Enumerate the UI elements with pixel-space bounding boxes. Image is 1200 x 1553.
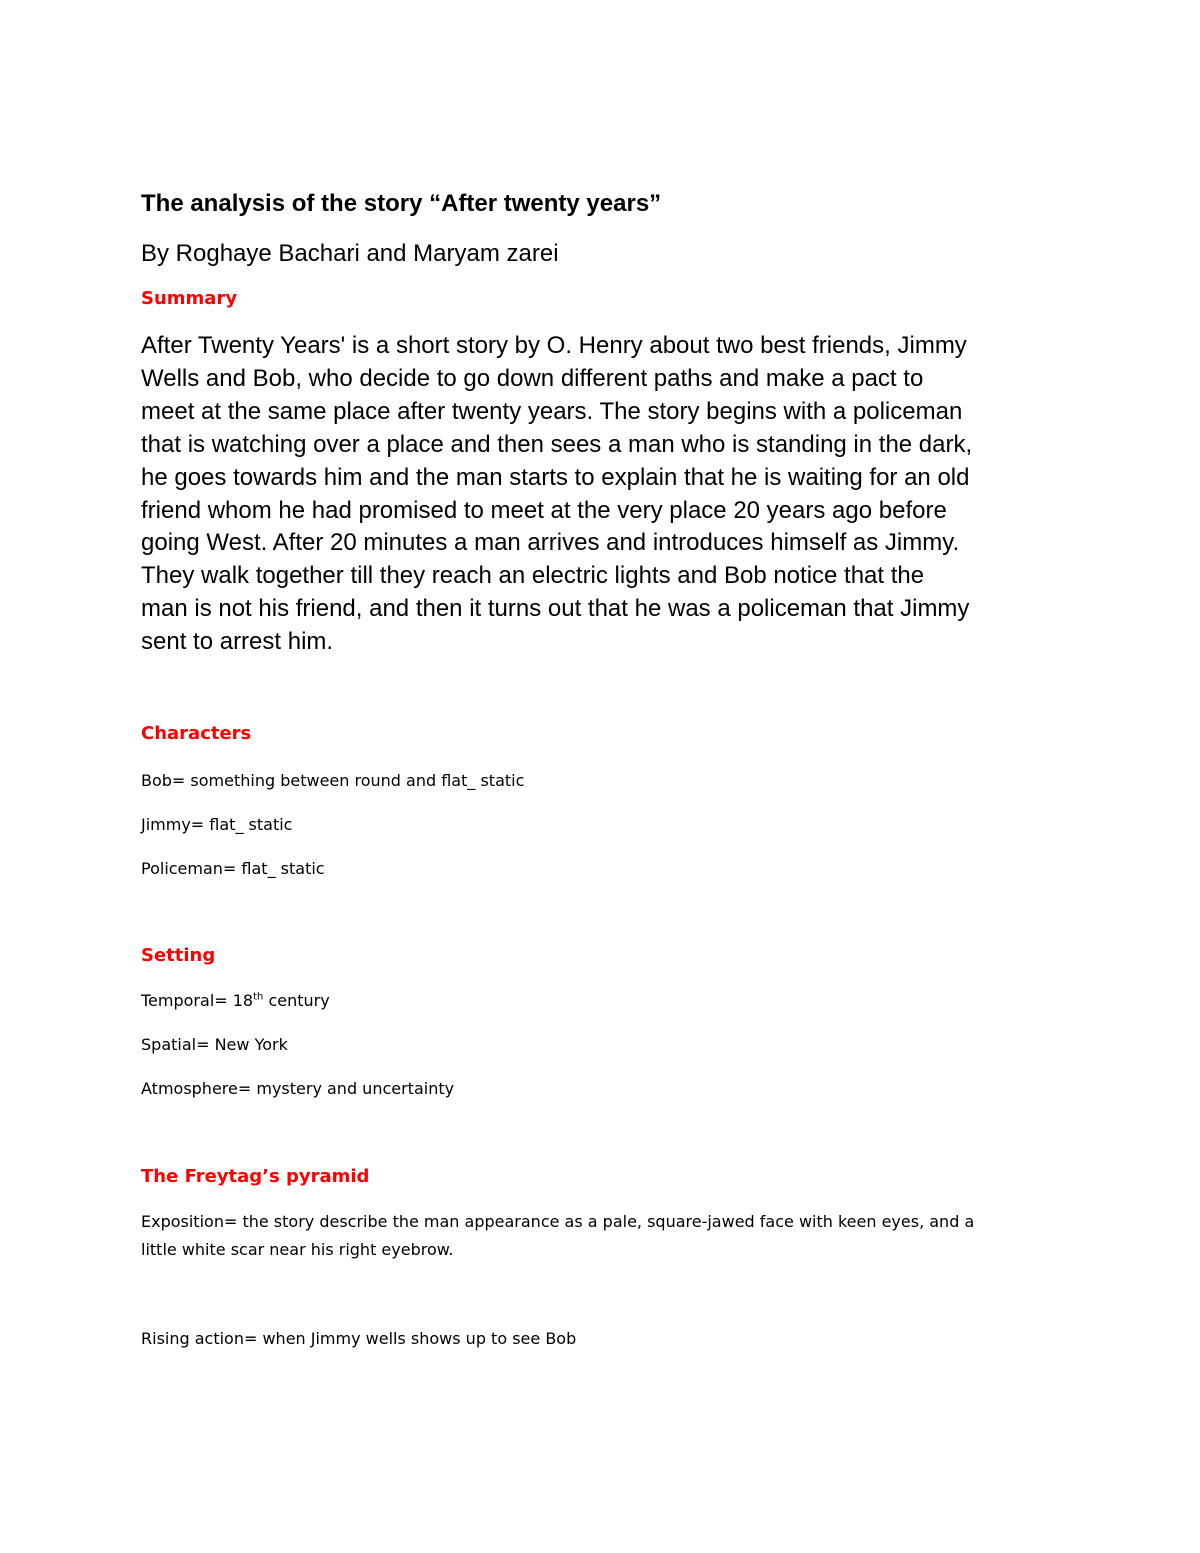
summary-line: After Twenty Years' is a short story by O. Henry about two best friends, Jimmy [141, 332, 967, 359]
summary-line: sent to arrest him. [141, 628, 334, 656]
document-title: The analysis of the story “After twenty years” [141, 190, 662, 217]
summary-line: Wells and Bob, who decide to go down different paths and make a pact to [141, 364, 924, 392]
document-authors: By Roghaye Bachari and Maryam zarei [141, 240, 559, 267]
setting-spatial: Spatial= New York [141, 1035, 288, 1054]
setting-heading: Setting [141, 945, 216, 966]
setting-temporal [141, 991, 330, 1010]
freytag-exposition-line: Exposition= the story describe the man appearance as a pale, square-jawed face with keen eyes, and a [141, 1212, 975, 1231]
freytag-rising-action: Rising action= when Jimmy wells shows up to see Bob [141, 1329, 577, 1348]
summary-paragraph [141, 330, 1071, 659]
setting-atmosphere: Atmosphere= mystery and uncertainty [141, 1079, 455, 1098]
summary-line: he goes towards him and the man starts to explain that he is waiting for an old [141, 463, 970, 491]
freytag-exposition-line: little white scar near his right eyebrow. [141, 1240, 454, 1259]
characters-heading: Characters [141, 723, 252, 744]
summary-line: They walk together till they reach an electric lights and Bob notice that the [141, 562, 925, 590]
setting-temporal-suffix: century [263, 991, 330, 1010]
summary-line: going West. After 20 minutes a man arrives and introduces himself as Jimmy. [141, 529, 960, 557]
summary-line: friend whom he had promised to meet at the very place 20 years ago before [141, 496, 947, 524]
character-bob: Bob= something between round and flat_ static [141, 771, 525, 790]
summary-line: meet at the same place after twenty years. The story begins with a policeman [141, 397, 963, 425]
character-policeman: Policeman= flat_ static [141, 859, 325, 878]
character-jimmy: Jimmy= flat_ static [141, 815, 293, 834]
summary-line: man is not his friend, and then it turns out that he was a policeman that Jimmy [141, 595, 970, 623]
summary-heading: Summary [141, 288, 238, 309]
setting-temporal-sup: th [253, 991, 264, 1003]
freytag-heading: The Freytag’s pyramid [141, 1166, 370, 1187]
setting-temporal-prefix: Temporal= 18 [141, 991, 254, 1010]
summary-line: that is watching over a place and then sees a man who is standing in the dark, [141, 430, 973, 458]
